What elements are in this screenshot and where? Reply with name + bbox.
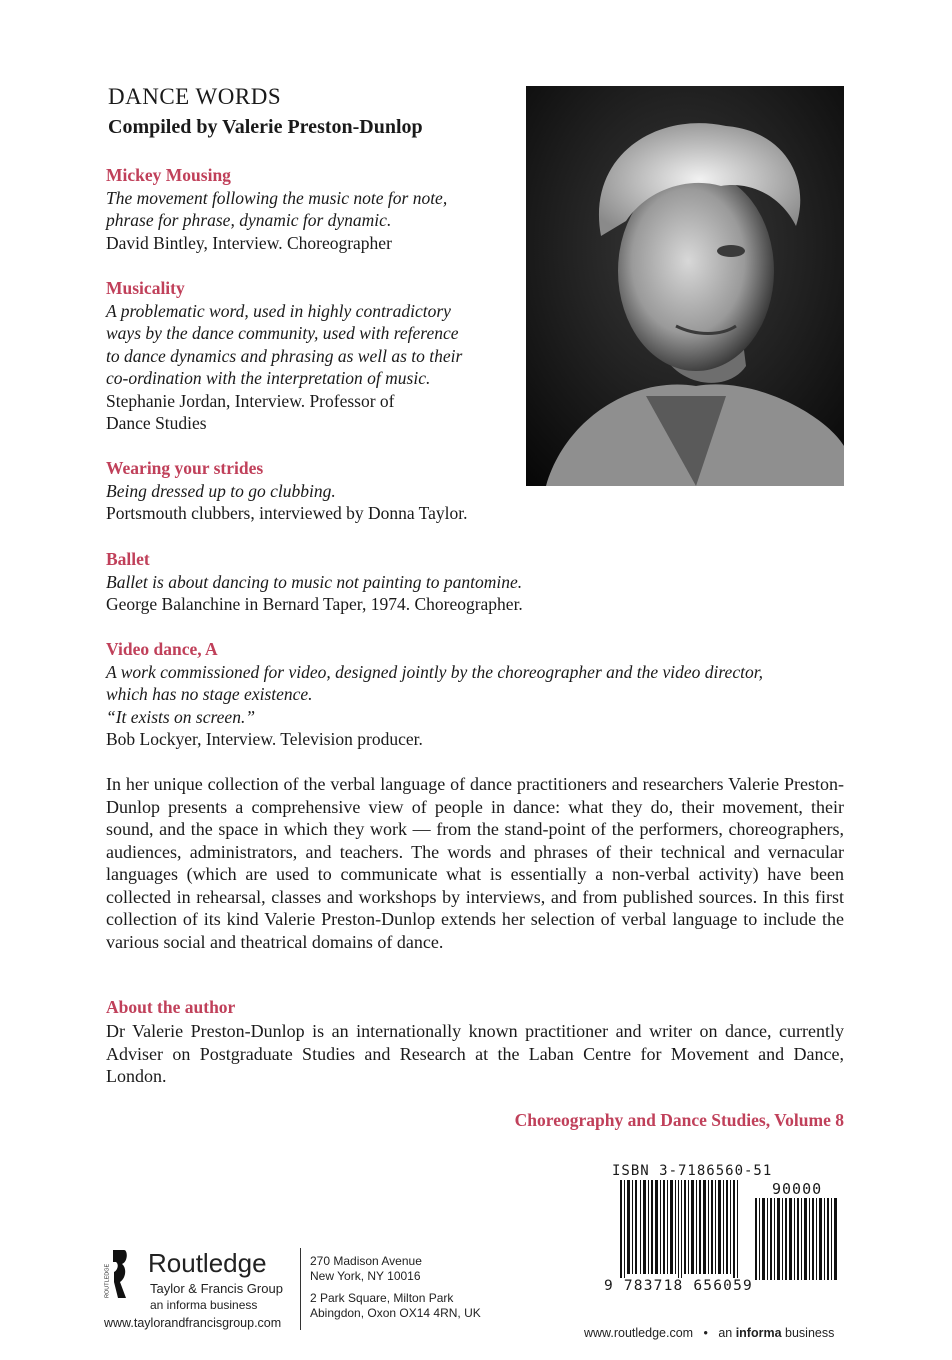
- entry-source: Bob Lockyer, Interview. Television producer.: [106, 729, 423, 749]
- publisher-tagline: an informa business: [150, 1298, 258, 1312]
- description-paragraph: In her unique collection of the verbal language of dance practitioners and researchers Valerie Preston-Dunlop presents a comprehensive view of people in dance: what they do, their movement, their sound, and the space in which they work — from the stand-point of the performers, choreographers, audiences, administrators, and teachers. The words and phrases of their technical and vernacular languages (which are used to communicate what is essentially a non-verbal activity) have been collected in rehearsal, classes and workshops by interviews, and from published sources. In this first collection of its kind Valerie Preston-Dunlop extends her selection of verbal language to include the various social and theatrical domains of dance.: [106, 774, 844, 952]
- entry-definition-line: phrase for phrase, dynamic for dynamic.: [106, 210, 392, 230]
- entry-term: Wearing your strides: [106, 458, 264, 478]
- isbn-label: ISBN 3-7186560-51: [612, 1163, 773, 1179]
- barcode-addon-number: 90000: [772, 1180, 823, 1198]
- entry-source: Stephanie Jordan, Interview. Professor of: [106, 390, 395, 411]
- entry-ballet: [106, 548, 846, 616]
- entry-video-dance: [106, 638, 846, 751]
- entry-definition-line: co-ordination with the interpretation of music.: [106, 368, 431, 388]
- entry-definition-line: which has no stage existence.: [106, 684, 313, 704]
- entry-source: Dance Studies: [106, 413, 207, 433]
- entry-mickey-mousing: [106, 164, 516, 254]
- series-title: Choreography and Dance Studies, Volume 8: [514, 1110, 844, 1130]
- footer-line: [584, 1326, 834, 1340]
- entry-definition-line: Ballet is about dancing to music not painting to pantomine.: [106, 571, 523, 592]
- publisher-divider: [300, 1248, 301, 1330]
- entry-term: Musicality: [106, 278, 185, 298]
- publisher-website[interactable]: www.taylorandfrancisgroup.com: [104, 1316, 282, 1330]
- entry-wearing-your-strides: [106, 457, 846, 525]
- about-author-heading: About the author: [106, 997, 236, 1017]
- entry-source: Portsmouth clubbers, interviewed by Donna Taylor.: [106, 503, 468, 523]
- compiler-line: Compiled by Valerie Preston-Dunlop: [108, 116, 423, 138]
- footer-tagline-prefix: an: [718, 1326, 733, 1340]
- footer-tagline-suffix: business: [785, 1326, 835, 1340]
- barcode-ean-number: 9 783718 656059: [604, 1278, 753, 1294]
- entry-definition-line: The movement following the music note for note,: [106, 187, 448, 208]
- footer-bullet: •: [703, 1326, 708, 1340]
- footer-tagline-bold: informa: [735, 1326, 782, 1340]
- logo-vertical-text: ROUTLEDGE: [104, 1263, 111, 1298]
- entry-source: David Bintley, Interview. Choreographer: [106, 232, 392, 253]
- entry-term: Video dance, A: [106, 639, 218, 659]
- publisher-group: Taylor & Francis Group: [150, 1281, 283, 1296]
- entry-definition-line: A problematic word, used in highly contradictory: [106, 300, 451, 321]
- entry-definition-line: “It exists on screen.”: [106, 706, 256, 727]
- address-ny-line1: 270 Madison Avenue: [310, 1254, 422, 1268]
- footer-website[interactable]: www.routledge.com: [584, 1326, 694, 1340]
- entry-musicality: [106, 277, 516, 435]
- entry-definition-line: ways by the dance community, used with reference: [106, 323, 459, 343]
- address-uk-line1: 2 Park Square, Milton Park: [310, 1291, 454, 1305]
- book-title: DANCE WORDS: [108, 84, 282, 109]
- routledge-logo-icon: [104, 1248, 128, 1300]
- about-author-text: Dr Valerie Preston-Dunlop is an internationally known practitioner and writer on dance, currently Adviser on Postgraduate Studies and Research at the Laban Centre for Movement and Dance, London.: [106, 1021, 844, 1086]
- entry-term: Ballet: [106, 549, 150, 569]
- address-uk-line2: Abingdon, Oxon OX14 4RN, UK: [310, 1306, 481, 1320]
- address-ny-line2: New York, NY 10016: [310, 1269, 421, 1283]
- entry-term: Mickey Mousing: [106, 165, 231, 185]
- entry-definition-line: A work commissioned for video, designed jointly by the choreographer and the video director,: [106, 661, 763, 682]
- publisher-name: Routledge: [148, 1248, 267, 1278]
- entry-definition-line: Being dressed up to go clubbing.: [106, 480, 336, 501]
- entry-definition-line: to dance dynamics and phrasing as well as to their: [106, 345, 463, 366]
- entry-source: George Balanchine in Bernard Taper, 1974. Choreographer.: [106, 594, 523, 614]
- author-photo: [526, 86, 844, 486]
